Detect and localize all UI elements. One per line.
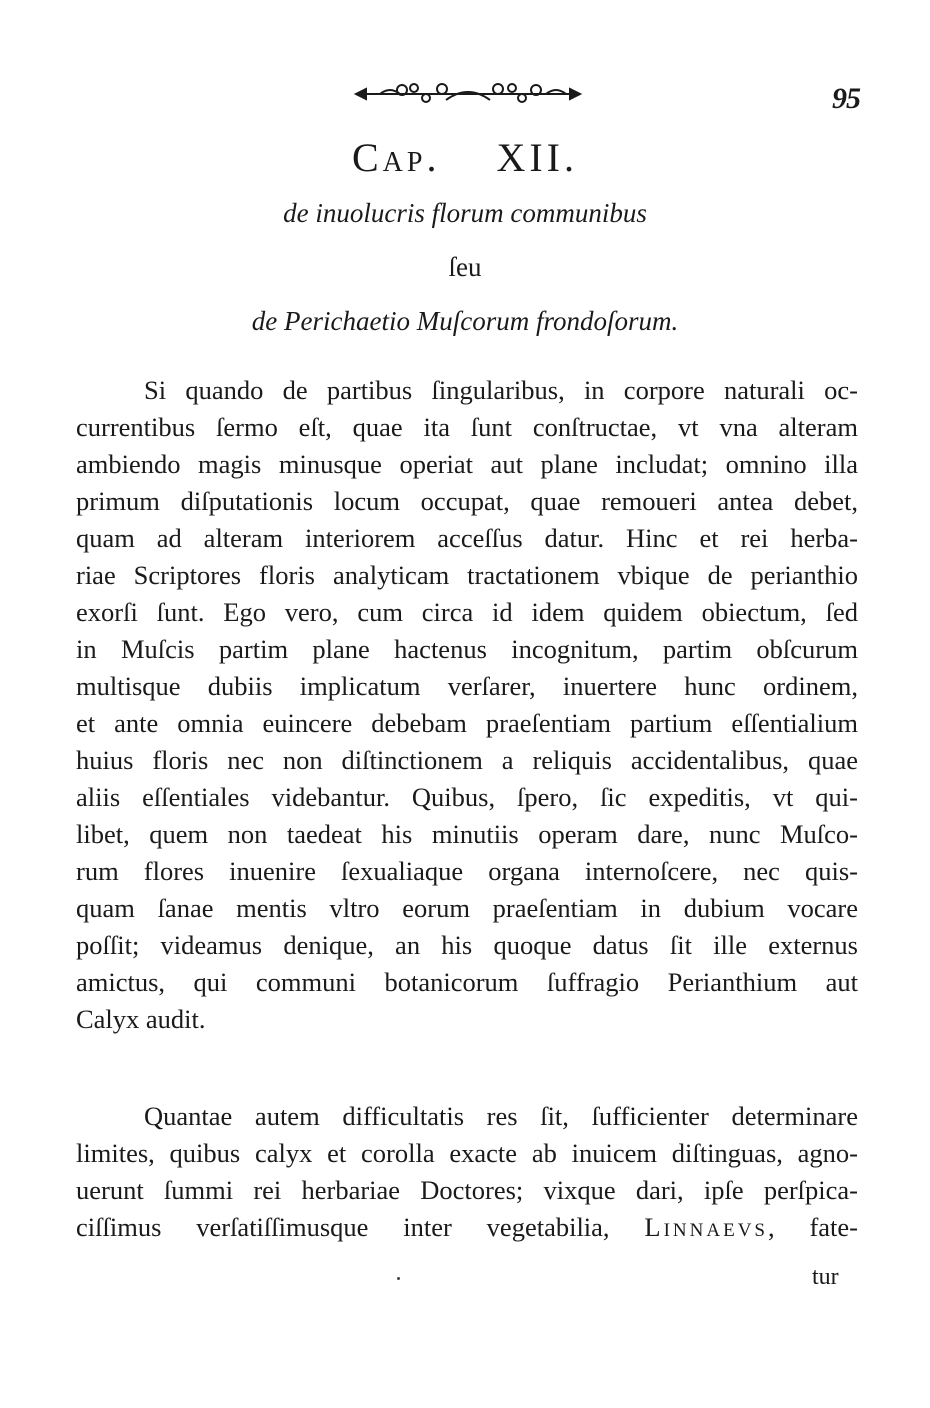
- text-line: rum flores inuenire ſexualiaque organa internoſcere, nec quis-: [76, 856, 858, 886]
- text-line: Calyx audit.: [76, 1004, 206, 1034]
- print-mark: [397, 1277, 400, 1280]
- text-line: quam ſanae mentis vltro eorum praeſentiam in dubium vocare: [76, 893, 858, 923]
- chapter-numeral: XII.: [496, 135, 578, 180]
- text-line: riae Scriptores floris analyticam tractationem vbique de perianthio: [76, 560, 858, 590]
- chapter-label: Cap.: [351, 135, 441, 180]
- text-line: libet, quem non taedeat his minutiis operam dare, nunc Muſco-: [76, 819, 858, 849]
- text-line: ciſſimus verſatiſſimusque inter vegetabilia,: [76, 1212, 610, 1242]
- author-name: Linnaevs: [644, 1212, 768, 1242]
- text-line: currentibus ſermo eſt, quae ita ſunt conſtructae, vt vna alteram: [76, 412, 858, 442]
- subtitle-line-1: de inuolucris florum communibus: [283, 198, 647, 228]
- text-line: et ante omnia euincere debebam praeſentiam partium eſſentialium: [76, 708, 858, 738]
- text-line: in Muſcis partim plane hactenus incognitum, partim obſcurum: [76, 634, 858, 664]
- decorative-ornament: [350, 80, 586, 108]
- text-line: poſſit; videamus denique, an his quoque datus ſit ille externus: [76, 930, 858, 960]
- chapter-title: [0, 134, 930, 181]
- text-line: quam ad alteram interiorem acceſſus datur. Hinc et rei herba-: [76, 523, 858, 553]
- text-line: limites, quibus calyx et corolla exacte ab inuicem diſtinguas, agno-: [76, 1138, 858, 1168]
- paragraph-2: [76, 1098, 858, 1246]
- page-number: 95: [832, 82, 860, 115]
- text-line: ambiendo magis minusque operiat aut plane includat; omnino illa: [76, 449, 858, 479]
- text-line: Quantae autem difficultatis res ſit, ſufficienter determinare: [144, 1101, 858, 1131]
- subtitle-line-2: ſeu: [448, 252, 482, 282]
- subtitle-line-3: de Perichaetio Muſcorum frondoſorum.: [251, 306, 679, 336]
- text-line: multisque dubiis implicatum verſarer, inuertere hunc ordinem,: [76, 671, 858, 701]
- text-line: uerunt ſummi rei herbariae Doctores; vixque dari, ipſe perſpica-: [76, 1175, 858, 1205]
- line-tail: , fate-: [767, 1212, 858, 1242]
- text-line: amictus, qui communi botanicorum ſuffragio Perianthium aut: [76, 967, 858, 997]
- catchword: tur: [812, 1264, 839, 1290]
- text-line: primum diſputationis locum occupat, quae remoueri antea debet,: [76, 486, 858, 516]
- text-line: aliis eſſentiales videbantur. Quibus, ſpero, ſic expeditis, vt qui-: [76, 782, 858, 812]
- text-line: huius floris nec non diſtinctionem a reliquis accidentalibus, quae: [76, 745, 858, 775]
- text-line: exorſi ſunt. Ego vero, cum circa id idem quidem obiectum, ſed: [76, 597, 858, 627]
- paragraph-1: [76, 372, 858, 1038]
- text-line-with-name: [76, 1209, 858, 1246]
- text-line: Si quando de partibus ſingularibus, in corpore naturali oc-: [144, 375, 858, 405]
